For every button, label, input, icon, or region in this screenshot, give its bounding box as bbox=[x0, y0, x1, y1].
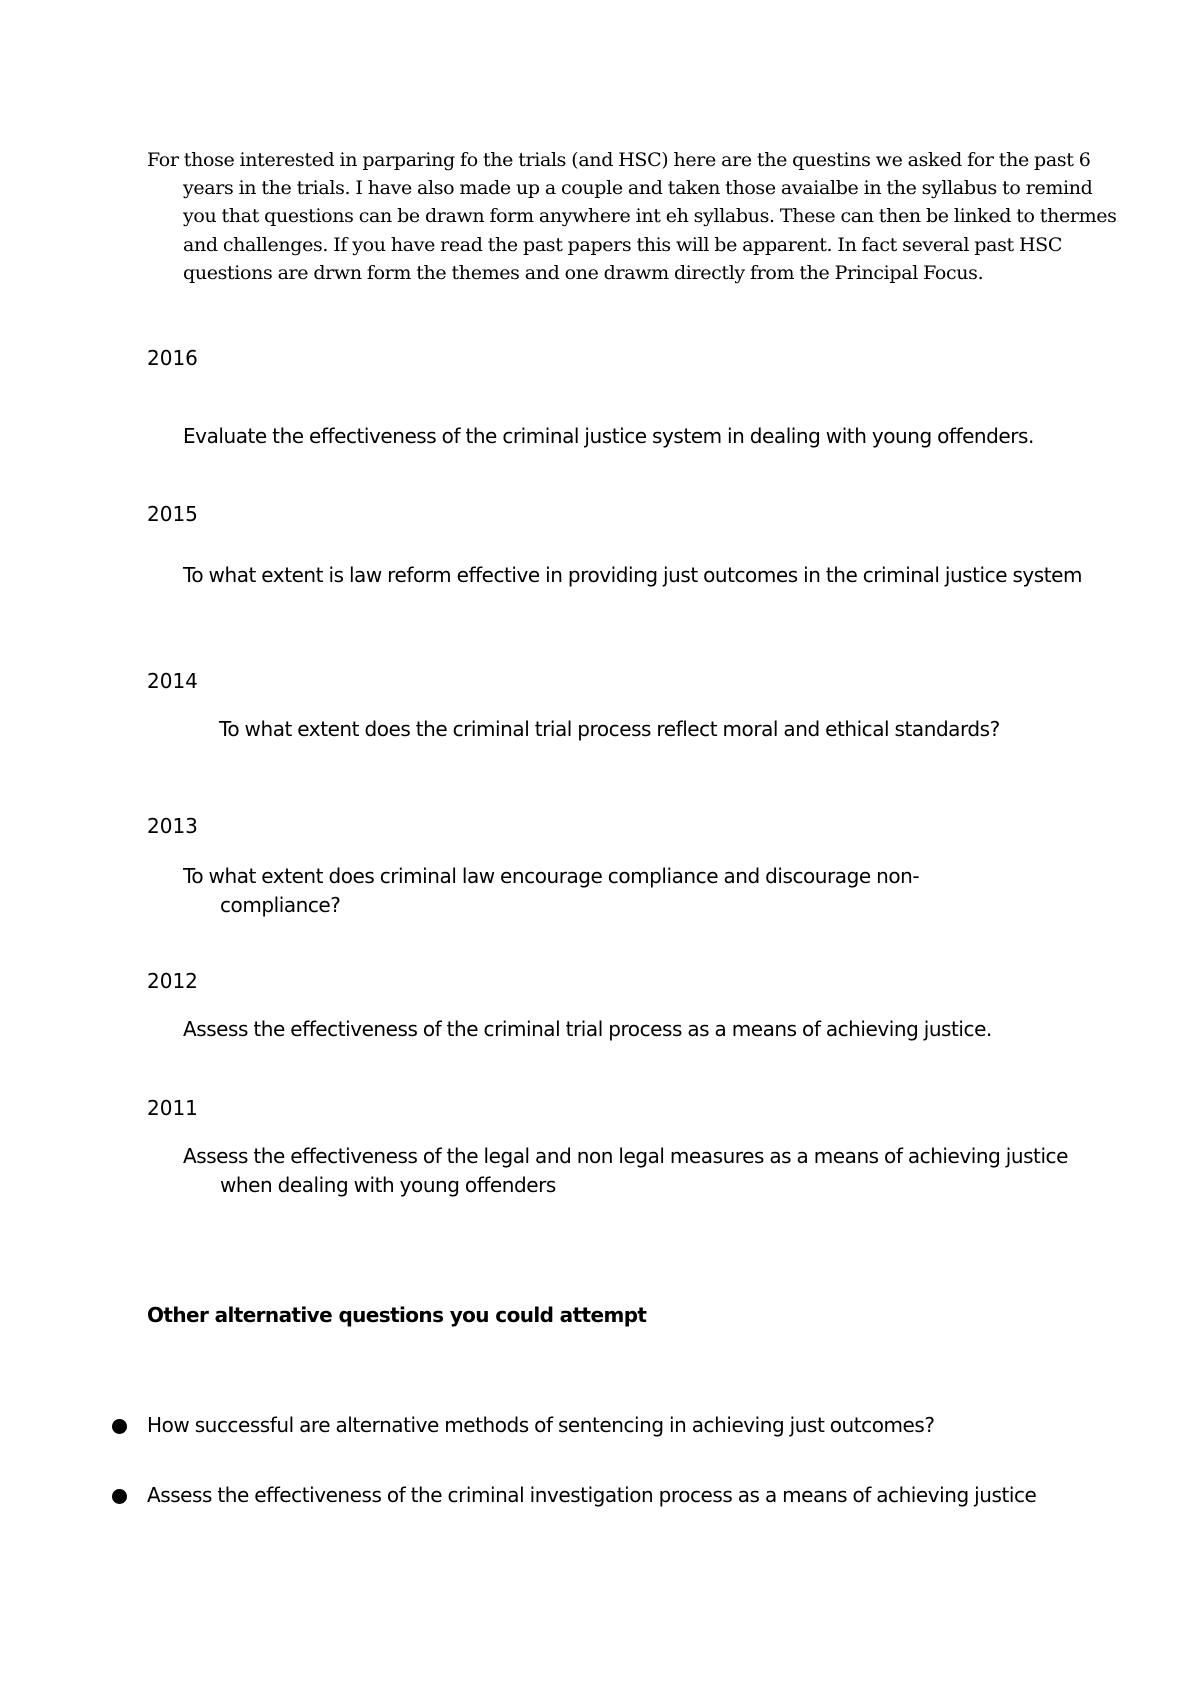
year-label-2014: 2014 bbox=[147, 669, 198, 693]
bullet-icon bbox=[112, 1419, 127, 1434]
year-label-2012: 2012 bbox=[147, 969, 198, 993]
alternative-question-text: How successful are alternative methods of sentencing in achieving just outcomes? bbox=[147, 1413, 935, 1437]
question-2014: To what extent does the criminal trial process reflect moral and ethical standards? bbox=[219, 717, 1000, 741]
alternatives-heading: Other alternative questions you could attempt bbox=[147, 1303, 647, 1327]
alternative-question-item bbox=[112, 1410, 1112, 1440]
alternative-question-text: Assess the effectiveness of the criminal investigation process as a means of achieving justice bbox=[147, 1483, 1037, 1507]
year-label-2013: 2013 bbox=[147, 814, 198, 838]
year-label-2015: 2015 bbox=[147, 502, 198, 526]
question-2015: To what extent is law reform effective in providing just outcomes in the criminal justice system bbox=[183, 563, 1083, 587]
bullet-icon bbox=[112, 1489, 127, 1504]
question-2016: Evaluate the effectiveness of the criminal justice system in dealing with young offenders. bbox=[183, 424, 1034, 448]
question-2013: To what extent does criminal law encourage compliance and discourage non-compliance? bbox=[183, 864, 920, 917]
intro-paragraph: For those interested in parparing fo the trials (and HSC) here are the questins we asked for the past 6 years in the trials. I have also made up a couple and taken those avaialbe in the syllabus to remind you that questions can be drawn form anywhere int eh syllabus. These can then be linked to thermes and challenges. If you have read the past papers this will be apparent. In fact several past HSC questions are drwn form the themes and one drawm directly from the Principal Focus. bbox=[147, 149, 1117, 284]
year-label-2016: 2016 bbox=[147, 346, 198, 370]
question-2011: Assess the effectiveness of the legal and non legal measures as a means of achieving justice when dealing with young offenders bbox=[183, 1144, 1068, 1197]
year-label-2011: 2011 bbox=[147, 1096, 198, 1120]
alternative-question-item bbox=[112, 1480, 1112, 1510]
question-2012: Assess the effectiveness of the criminal trial process as a means of achieving justice. bbox=[183, 1017, 992, 1041]
